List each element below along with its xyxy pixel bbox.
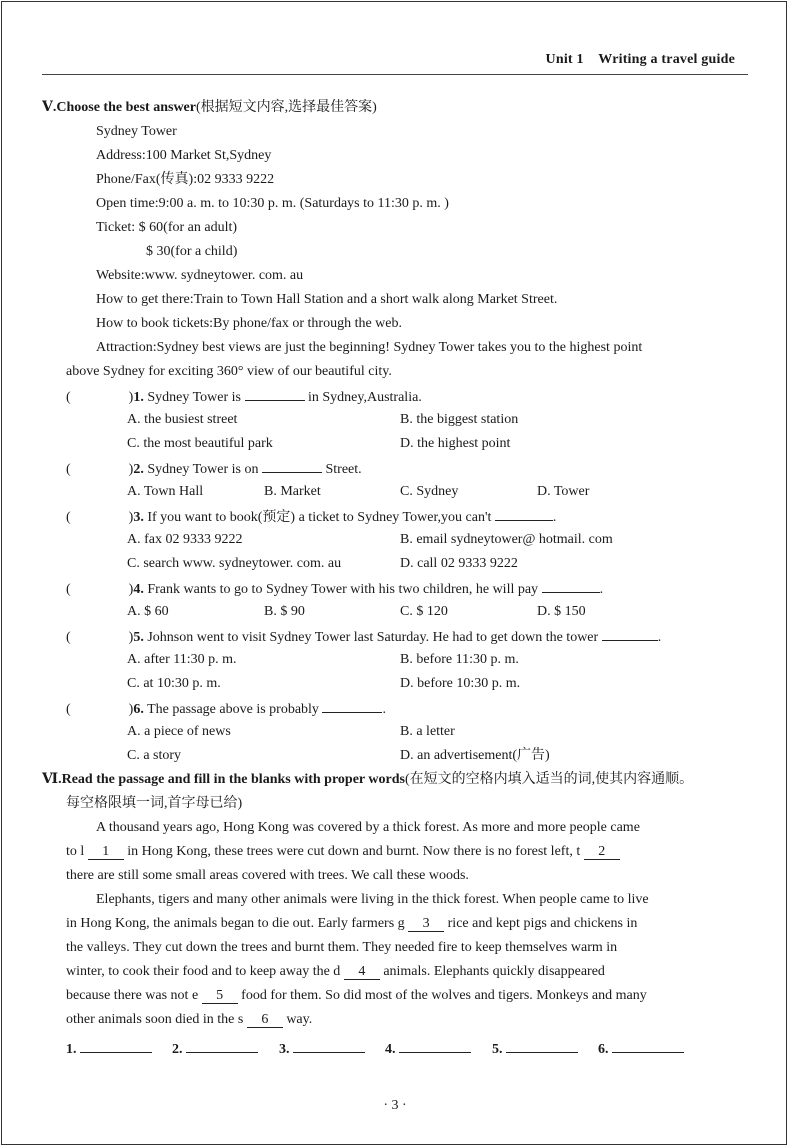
question-text: .	[552, 510, 557, 525]
answer-item	[66, 1039, 152, 1059]
passage-line	[66, 1011, 312, 1029]
answer-paren-open: (	[66, 462, 71, 477]
blank-1[interactable]: 1	[88, 844, 124, 860]
option[interactable]: D. Tower	[537, 484, 590, 499]
blank-4[interactable]: 4	[344, 964, 380, 980]
question-text: Johnson went to visit Sydney Tower last Saturday. He had to get down the tower	[147, 630, 599, 645]
option[interactable]: D. the highest point	[400, 436, 511, 451]
option[interactable]: D. call 02 9333 9222	[400, 556, 518, 571]
blank-6[interactable]: 6	[247, 1012, 283, 1028]
question-number: 1.	[133, 390, 144, 405]
answer-blank[interactable]	[245, 387, 305, 401]
option[interactable]: B. Market	[264, 484, 321, 499]
question-text: Sydney Tower is on	[147, 462, 259, 477]
page-number: · 3 ·	[383, 1098, 407, 1113]
info-line: Address:100 Market St,Sydney	[96, 148, 272, 163]
answer-blank[interactable]	[495, 507, 553, 521]
option[interactable]: C. the most beautiful park	[127, 436, 273, 451]
section-5-title	[42, 99, 377, 117]
blank-3[interactable]: 3	[408, 916, 444, 932]
section-6-title-cn: (在短文的空格内填入适当的词,使其内容通顺。	[404, 772, 694, 787]
section-5-title-en: Choose the best answer	[56, 100, 196, 115]
answer-blank[interactable]	[542, 579, 600, 593]
passage-line	[66, 963, 605, 981]
option[interactable]: D. $ 150	[537, 604, 586, 619]
option[interactable]: B. a letter	[400, 724, 455, 739]
answer-paren-open: (	[66, 390, 71, 405]
answer-paren-close: )	[128, 702, 134, 717]
question-text: in Sydney,Australia.	[308, 390, 422, 405]
option[interactable]: A. after 11:30 p. m.	[127, 652, 237, 667]
info-line: Phone/Fax(传真):02 9333 9222	[96, 172, 275, 187]
answer-paren-close: )	[128, 390, 134, 405]
answer-paren-close: )	[128, 630, 134, 645]
answer-label: 1.	[66, 1042, 77, 1057]
passage-line: A thousand years ago, Hong Kong was covered by a thick forest. As more and more people came	[96, 820, 640, 835]
option[interactable]: B. before 11:30 p. m.	[400, 652, 519, 667]
passage-text: other animals soon died in the s	[66, 1012, 244, 1027]
running-header: Unit 1 Writing a travel guide	[545, 52, 735, 67]
question-text: Street.	[325, 462, 362, 477]
option[interactable]: A. Town Hall	[127, 484, 204, 499]
option[interactable]: C. at 10:30 p. m.	[127, 676, 221, 691]
question-text: .	[599, 582, 604, 597]
passage-text: rice and kept pigs and chickens in	[447, 916, 638, 931]
header-rule	[42, 74, 748, 75]
option[interactable]: B. email sydneytower@ hotmail. com	[400, 532, 613, 547]
question-text: If you want to book(预定) a ticket to Sydney Tower,you can't	[147, 510, 492, 525]
blank-5[interactable]: 5	[202, 988, 238, 1004]
info-line: Attraction:Sydney best views are just the beginning! Sydney Tower takes you to the highest point	[96, 340, 643, 355]
answer-label: 6.	[598, 1042, 609, 1057]
passage-line: the valleys. They cut down the trees and burnt them. They needed fire to keep themselves warm in	[66, 940, 618, 955]
question-number: 4.	[133, 582, 144, 597]
option[interactable]: C. Sydney	[400, 484, 459, 499]
blank-2[interactable]: 2	[584, 844, 620, 860]
option[interactable]: A. the busiest street	[127, 412, 238, 427]
question-text: .	[382, 702, 386, 717]
passage-line	[66, 843, 620, 861]
answer-item	[492, 1039, 578, 1059]
answer-line[interactable]	[399, 1039, 471, 1053]
section-6-roman: Ⅵ.	[42, 772, 62, 787]
question-text: The passage above is probably	[147, 702, 319, 717]
answer-paren-open: (	[66, 702, 71, 717]
section-6-title	[42, 771, 693, 789]
section-5-roman: Ⅴ.	[42, 100, 57, 115]
info-line: Ticket: $ 60(for an adult)	[96, 220, 238, 235]
option[interactable]: B. $ 90	[264, 604, 305, 619]
passage-line: there are still some small areas covered with trees. We call these woods.	[66, 868, 469, 883]
passage-text: winter, to cook their food and to keep away the d	[66, 964, 341, 979]
info-line: How to book tickets:By phone/fax or through the web.	[96, 316, 403, 331]
answer-paren-open: (	[66, 510, 71, 525]
answer-paren-close: )	[128, 582, 134, 597]
option[interactable]: B. the biggest station	[400, 412, 519, 427]
answer-label: 5.	[492, 1042, 503, 1057]
question-4	[66, 579, 603, 599]
passage-text: animals. Elephants quickly disappeared	[383, 964, 605, 979]
answer-blank[interactable]	[322, 699, 382, 713]
option[interactable]: C. a story	[127, 748, 182, 763]
answer-paren-open: (	[66, 582, 71, 597]
section-5-title-cn: (根据短文内容,选择最佳答案)	[195, 100, 377, 115]
info-line: Sydney Tower	[96, 124, 177, 139]
question-1	[66, 387, 422, 407]
answer-paren-close: )	[128, 510, 134, 525]
info-line: above Sydney for exciting 360° view of our beautiful city.	[66, 364, 392, 379]
answer-item	[385, 1039, 471, 1059]
passage-line	[66, 915, 637, 933]
section-6-title-en: Read the passage and fill in the blanks with proper words	[61, 772, 405, 787]
answer-paren-close: )	[128, 462, 134, 477]
question-text: Sydney Tower is	[147, 390, 241, 405]
passage-text: way.	[286, 1012, 313, 1027]
option[interactable]: A. fax 02 9333 9222	[127, 532, 243, 547]
question-text: .	[657, 630, 662, 645]
answer-paren-open: (	[66, 630, 71, 645]
answer-line[interactable]	[506, 1039, 578, 1053]
option[interactable]: D. an advertisement(广告)	[400, 748, 550, 763]
section-6-title-cn-line2: 每空格限填一词,首字母已给)	[66, 796, 243, 811]
answer-blank[interactable]	[262, 459, 322, 473]
passage-text: to l	[66, 844, 85, 859]
answer-blank[interactable]	[602, 627, 658, 641]
answer-line[interactable]	[186, 1039, 258, 1053]
info-line: $ 30(for a child)	[146, 244, 238, 259]
answer-label: 3.	[279, 1042, 290, 1057]
answer-label: 2.	[172, 1042, 183, 1057]
question-5	[66, 627, 661, 647]
question-3	[66, 507, 556, 527]
option[interactable]: A. $ 60	[127, 604, 169, 619]
question-number: 6.	[133, 702, 144, 717]
question-number: 2.	[133, 462, 144, 477]
info-line: Open time:9:00 a. m. to 10:30 p. m. (Saturdays to 11:30 p. m. )	[96, 196, 449, 211]
info-line: How to get there:Train to Town Hall Station and a short walk along Market Street.	[96, 292, 558, 307]
passage-text: food for them. So did most of the wolves and tigers. Monkeys and many	[241, 988, 647, 1003]
answer-line[interactable]	[80, 1039, 152, 1053]
option[interactable]: C. $ 120	[400, 604, 448, 619]
answer-line[interactable]	[293, 1039, 365, 1053]
passage-text: because there was not e	[66, 988, 199, 1003]
option[interactable]: C. search www. sydneytower. com. au	[127, 556, 342, 571]
answer-item	[172, 1039, 258, 1059]
option[interactable]: D. before 10:30 p. m.	[400, 676, 521, 691]
question-number: 3.	[133, 510, 144, 525]
question-number: 5.	[133, 630, 144, 645]
option[interactable]: A. a piece of news	[127, 724, 231, 739]
question-text: Frank wants to go to Sydney Tower with his two children, he will pay	[147, 582, 539, 597]
answer-line[interactable]	[612, 1039, 684, 1053]
passage-line	[66, 987, 647, 1005]
answer-item	[279, 1039, 365, 1059]
question-2	[66, 459, 362, 479]
passage-text: in Hong Kong, the animals began to die out. Early farmers g	[66, 916, 405, 931]
info-line: Website:www. sydneytower. com. au	[96, 268, 304, 283]
question-6	[66, 699, 386, 719]
passage-text: in Hong Kong, these trees were cut down and burnt. Now there is no forest left, t	[127, 844, 581, 859]
answer-item	[598, 1039, 684, 1059]
passage-line: Elephants, tigers and many other animals were living in the thick forest. When people came to live	[96, 892, 649, 907]
answer-label: 4.	[385, 1042, 396, 1057]
